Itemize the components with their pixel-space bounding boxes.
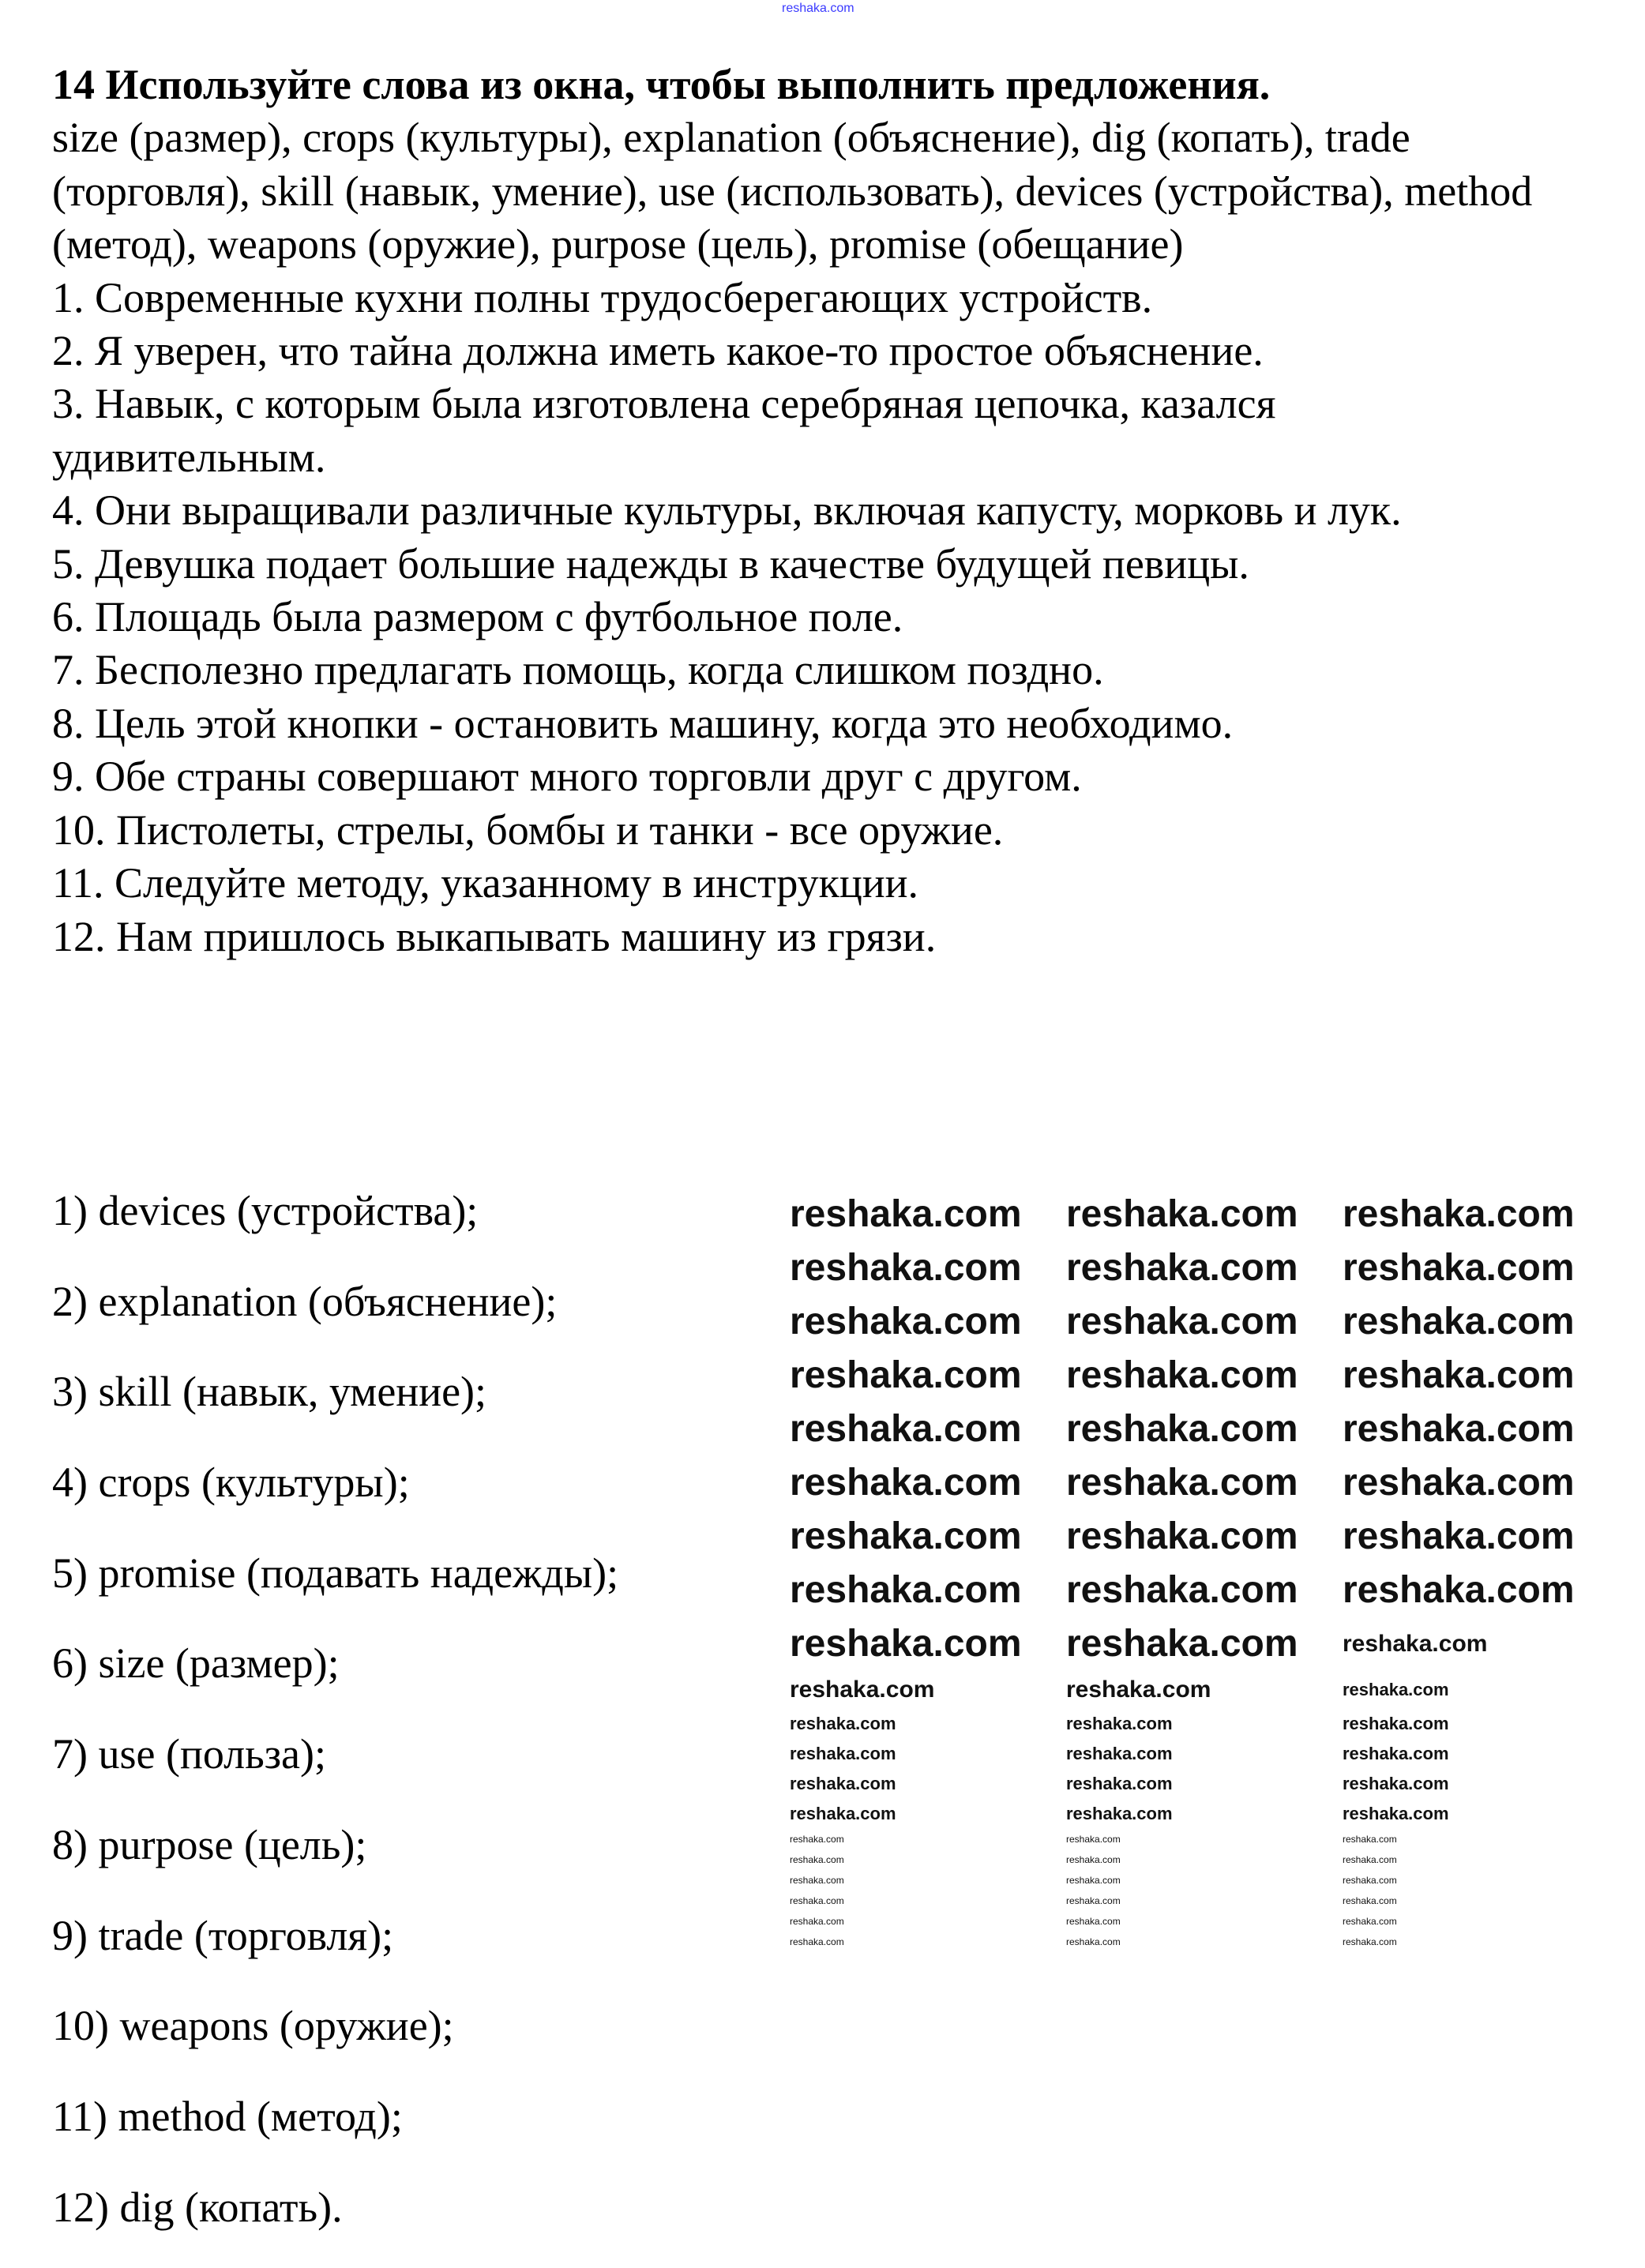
watermark: reshaka.com [790,1916,844,1927]
watermark: reshaka.com [1066,1301,1298,1342]
answer-item: 5) promise (подавать надежды); [52,1549,619,1597]
watermark: reshaka.com [790,1462,1022,1504]
exercise [52,58,1553,963]
watermark: reshaka.com [1066,1744,1173,1763]
sentence: 5. Девушка подает большие надежды в качестве будущей певицы. [52,539,1249,588]
watermark: reshaka.com [790,1408,1022,1450]
word-box: size (размер), crops (культуры), explanation (объяснение), dig (копать), trade (торговля), skill (навык, умение), use (использовать), devices (устройства), method (метод), weapons (оружие), purpose (цель), promise (обещание) [52,114,1533,268]
watermark: reshaka.com [790,1834,844,1845]
sentence: 8. Цель этой кнопки - остановить машину, когда это необходимо. [52,699,1234,747]
sentence: 2. Я уверен, что тайна должна иметь какое-то простое объяснение. [52,327,1264,375]
watermark: reshaka.com [1343,1354,1575,1396]
watermark: reshaka.com [1066,1936,1121,1947]
watermark: reshaka.com [790,1569,1022,1611]
sentence: 10. Пистолеты, стрелы, бомбы и танки - все оружие. [52,805,1004,854]
watermark-area [790,1192,1627,1947]
watermark: reshaka.com [1343,1569,1575,1611]
watermark: reshaka.com [1343,1462,1575,1504]
watermark: reshaka.com [1343,1408,1575,1450]
exercise-title: 14 Используйте слова из окна, чтобы выполнить предложения. [52,61,1271,108]
watermark: reshaka.com [1066,1677,1211,1703]
watermark: reshaka.com [1066,1916,1121,1927]
watermark: reshaka.com [1066,1247,1298,1289]
watermark: reshaka.com [1343,1834,1397,1845]
watermark: reshaka.com [1343,1680,1449,1699]
watermark: reshaka.com [1066,1834,1121,1845]
watermark: reshaka.com [1066,1354,1298,1396]
watermark: reshaka.com [1066,1623,1298,1665]
answer-item: 3) skill (навык, умение); [52,1368,487,1416]
watermark: reshaka.com [1066,1462,1298,1504]
answer-item: 7) use (польза); [52,1730,326,1778]
watermark: reshaka.com [1343,1875,1397,1886]
watermark: reshaka.com [1066,1408,1298,1450]
sentence: 7. Бесполезно предлагать помощь, когда слишком поздно. [52,646,1104,694]
watermark: reshaka.com [790,1774,896,1793]
answer-item: 1) devices (устройства); [52,1187,479,1234]
watermark: reshaka.com [790,1744,896,1763]
answers-list [52,1181,747,2268]
watermark: reshaka.com [1343,1193,1575,1235]
sentence: 9. Обе страны совершают много торговли друг с другом. [52,753,1082,801]
watermark: reshaka.com [790,1875,844,1886]
sentence: 11. Следуйте методу, указанному в инструкции. [52,859,919,907]
watermark: reshaka.com [1343,1631,1488,1657]
watermark: reshaka.com [1343,1854,1397,1865]
watermark: reshaka.com [1343,1895,1397,1906]
watermark: reshaka.com [1066,1774,1173,1793]
watermark: reshaka.com [1343,1515,1575,1557]
answer-item: 6) size (размер); [52,1639,340,1688]
sentence: 12. Нам пришлось выкапывать машину из грязи. [52,912,937,960]
watermark: reshaka.com [790,1936,844,1947]
watermark: reshaka.com [1066,1714,1173,1733]
answer-item: 10) weapons (оружие); [52,2002,454,2050]
answer-item: 12) dig (копать). [52,2183,343,2231]
answer-item: 9) trade (торговля); [52,1911,394,1959]
watermark: reshaka.com [790,1354,1022,1396]
watermark: reshaka.com [790,1623,1022,1665]
answer-item: 2) explanation (объяснение); [52,1277,558,1325]
watermark: reshaka.com [1066,1875,1121,1886]
watermark: reshaka.com [1066,1895,1121,1906]
answer-item: 11) method (метод); [52,2092,403,2140]
watermark: reshaka.com [1343,1916,1397,1927]
watermark: reshaka.com [1066,1193,1298,1235]
watermark: reshaka.com [1343,1301,1575,1342]
watermark: reshaka.com [1343,1714,1449,1733]
sentence: 6. Площадь была размером с футбольное поле. [52,593,903,641]
answer-item: 4) crops (культуры); [52,1459,410,1507]
watermark: reshaka.com [1066,1804,1173,1823]
answer-item: 8) purpose (цель); [52,1820,367,1868]
watermark: reshaka.com [1343,1804,1449,1823]
watermark: reshaka.com [790,1714,896,1733]
watermark: reshaka.com [790,1515,1022,1557]
sentence: 3. Навык, с которым была изготовлена серебряная цепочка, казался удивительным. [52,380,1276,481]
watermark: reshaka.com [1066,1854,1121,1865]
watermark: reshaka.com [790,1854,844,1865]
watermark: reshaka.com [1343,1744,1449,1763]
site-mark: reshaka.com [782,2,854,15]
watermark: reshaka.com [790,1247,1022,1289]
watermark: reshaka.com [1066,1569,1298,1611]
watermark: reshaka.com [1066,1515,1298,1557]
watermark: reshaka.com [790,1895,844,1906]
watermark: reshaka.com [1343,1247,1575,1289]
watermark: reshaka.com [1343,1774,1449,1793]
watermark: reshaka.com [790,1677,935,1703]
watermark: reshaka.com [790,1804,896,1823]
watermark: reshaka.com [790,1301,1022,1342]
watermark: reshaka.com [1343,1936,1397,1947]
sentence: 1. Современные кухни полны трудосберегающих устройств. [52,273,1153,321]
watermark: reshaka.com [790,1193,1022,1235]
sentence: 4. Они выращивали различные культуры, включая капусту, морковь и лук. [52,486,1402,535]
